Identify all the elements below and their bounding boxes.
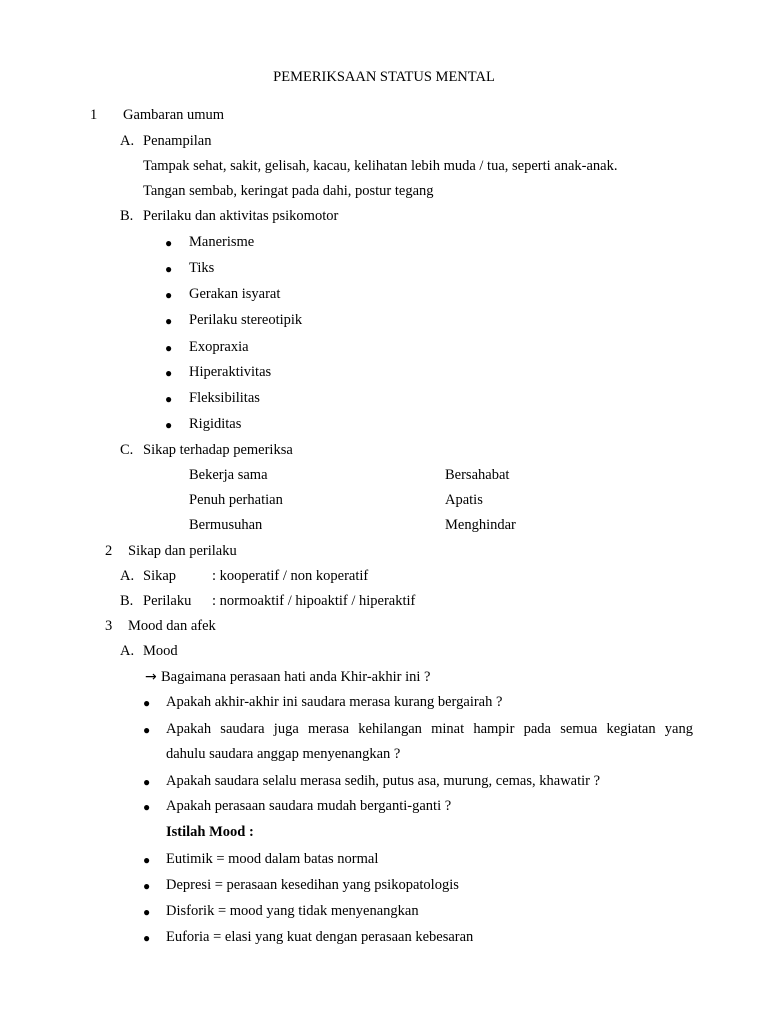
bullet-icon: ● bbox=[165, 314, 173, 328]
bullet-icon: ● bbox=[143, 775, 151, 789]
mood-question: Bagaimana perasaan hati anda Khir-akhir ini ? bbox=[161, 669, 431, 685]
table-cell: Apatis bbox=[445, 492, 483, 508]
list-item: Manerisme bbox=[189, 234, 255, 250]
bullet-icon: ● bbox=[143, 696, 151, 710]
bullet-icon: ● bbox=[143, 723, 151, 737]
perilaku-value: : normoaktif / hipoaktif / hiperaktif bbox=[212, 593, 416, 609]
bullet-icon: ● bbox=[165, 262, 173, 276]
bullet-icon: ● bbox=[143, 879, 151, 893]
list-item: Depresi = perasaan kesedihan yang psikopatologis bbox=[166, 877, 459, 893]
list-item: Disforik = mood yang tidak menyenangkan bbox=[166, 903, 419, 919]
sikap-value: : kooperatif / non koperatif bbox=[212, 568, 369, 584]
section-1b-heading: Perilaku dan aktivitas psikomotor bbox=[143, 208, 339, 224]
istilah-mood-heading: Istilah Mood : bbox=[166, 824, 254, 840]
bullet-icon: ● bbox=[165, 418, 173, 432]
table-cell: Bersahabat bbox=[445, 467, 510, 483]
bullet-icon: ● bbox=[165, 392, 173, 406]
bullet-icon: ● bbox=[165, 341, 173, 355]
penampilan-line-2: Tangan sembab, keringat pada dahi, postur tegang bbox=[143, 183, 434, 199]
list-item: Euforia = elasi yang kuat dengan perasaan kebesaran bbox=[166, 929, 474, 945]
list-item: Fleksibilitas bbox=[189, 390, 260, 406]
section-2-number: 2 bbox=[105, 543, 113, 559]
table-cell: Bermusuhan bbox=[189, 517, 263, 533]
section-2a-label: A. bbox=[120, 568, 135, 584]
list-item: Hiperaktivitas bbox=[189, 364, 272, 380]
list-item: Rigiditas bbox=[189, 416, 242, 432]
bullet-icon: ● bbox=[143, 853, 151, 867]
list-item: Apakah perasaan saudara mudah berganti-ganti ? bbox=[166, 798, 452, 814]
table-cell: Bekerja sama bbox=[189, 467, 268, 483]
bullet-icon: ● bbox=[165, 288, 173, 302]
penampilan-line-1: Tampak sehat, sakit, gelisah, kacau, kelihatan lebih muda / tua, seperti anak-anak. bbox=[143, 158, 618, 174]
section-2-heading: Sikap dan perilaku bbox=[128, 543, 237, 559]
bullet-icon: ● bbox=[143, 931, 151, 945]
section-1b-label: B. bbox=[120, 208, 134, 224]
table-cell: Penuh perhatian bbox=[189, 492, 283, 508]
list-item: Tiks bbox=[189, 260, 215, 276]
section-1-number: 1 bbox=[90, 107, 98, 123]
section-3a-heading: Mood bbox=[143, 643, 178, 659]
list-item: Gerakan isyarat bbox=[189, 286, 281, 302]
arrow-right-icon: → bbox=[145, 669, 157, 685]
list-item-continuation: dahulu saudara anggap menyenangkan ? bbox=[166, 746, 401, 762]
section-3a-label: A. bbox=[120, 643, 135, 659]
section-1a-label: A. bbox=[120, 133, 135, 149]
page-title: PEMERIKSAAN STATUS MENTAL bbox=[273, 69, 495, 85]
section-2b-label: B. bbox=[120, 593, 134, 609]
section-1c-label: C. bbox=[120, 442, 134, 458]
bullet-icon: ● bbox=[165, 236, 173, 250]
list-item: Perilaku stereotipik bbox=[189, 312, 303, 328]
list-item: Apakah akhir-akhir ini saudara merasa kurang bergairah ? bbox=[166, 694, 503, 710]
bullet-icon: ● bbox=[143, 800, 151, 814]
section-1c-heading: Sikap terhadap pemeriksa bbox=[143, 442, 293, 458]
section-1-heading: Gambaran umum bbox=[123, 107, 225, 123]
bullet-icon: ● bbox=[143, 905, 151, 919]
list-item: Eutimik = mood dalam batas normal bbox=[166, 851, 379, 867]
section-1a-heading: Penampilan bbox=[143, 133, 212, 149]
perilaku-term: Perilaku bbox=[143, 593, 192, 609]
section-3-heading: Mood dan afek bbox=[128, 618, 216, 634]
table-cell: Menghindar bbox=[445, 517, 516, 533]
sikap-term: Sikap bbox=[143, 568, 177, 584]
list-item: Apakah saudara selalu merasa sedih, putus asa, murung, cemas, khawatir ? bbox=[166, 773, 601, 789]
list-item: Exopraxia bbox=[189, 339, 249, 355]
section-3-number: 3 bbox=[105, 618, 113, 634]
bullet-icon: ● bbox=[165, 366, 173, 380]
list-item: Apakah saudara juga merasa kehilangan minat hampir pada semua kegiatan yang bbox=[166, 721, 693, 737]
